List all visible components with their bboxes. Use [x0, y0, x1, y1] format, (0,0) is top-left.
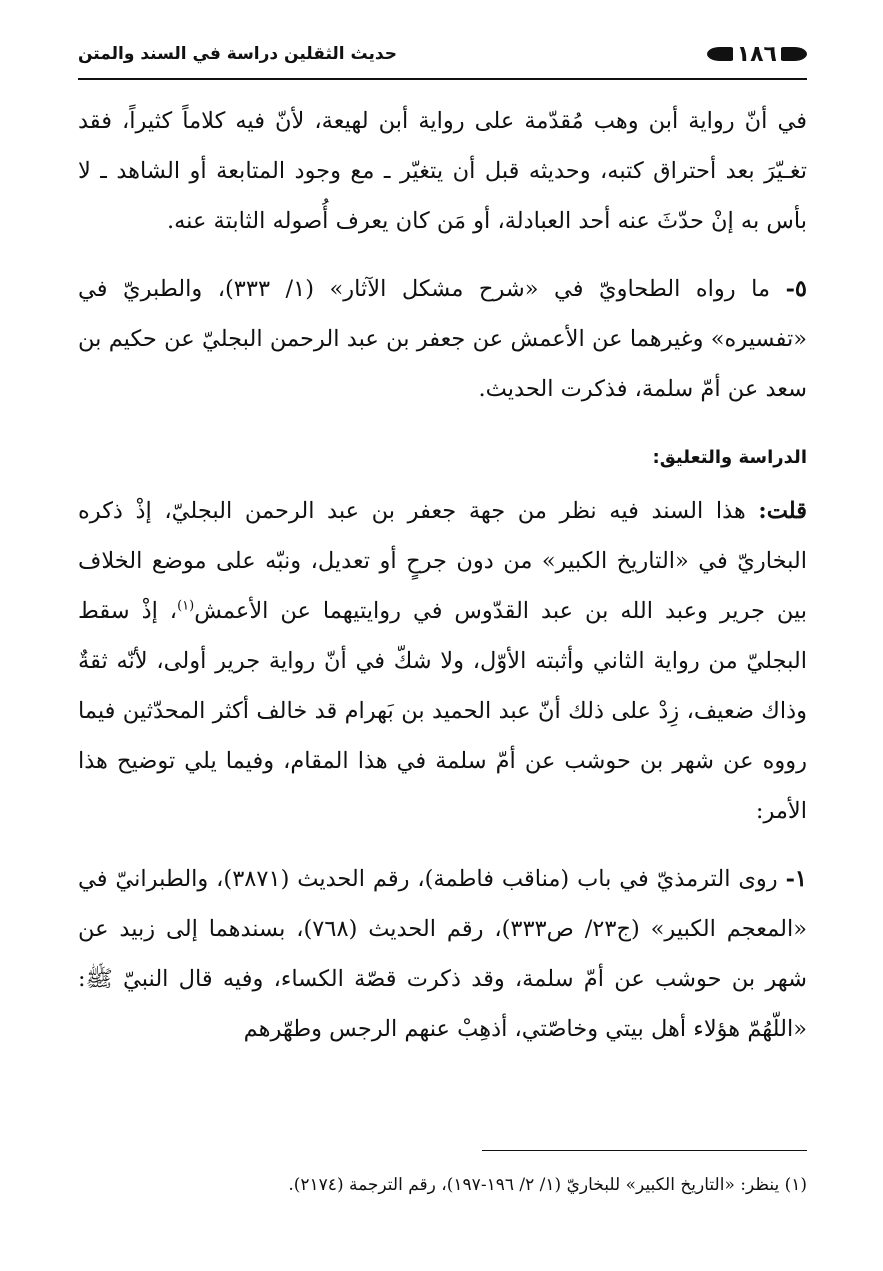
footnote-divider [482, 1150, 807, 1151]
running-header [78, 36, 807, 72]
page-number: ١٨٦ [736, 41, 777, 67]
header-divider [78, 78, 807, 80]
paragraph-3 [78, 486, 807, 836]
ornament-icon [707, 47, 733, 61]
page-number-block [707, 42, 807, 67]
paragraph-4-text: روى الترمذيّ في باب (مناقب فاطمة)، رقم الحديث (٣٨٧١)، والطبرانيّ في «المعجم الكبير» (ج٢٣/ ص٣٣٣)، رقم الحديث (٧٦٨)، بسندهما إلى زبيد عن شهر بن حوشب عن أمّ سلمة، وقد ذكرت قصّة الكساء، وفيه قال النبيّ ﷺ: «اللّهُمّ هؤلاء أهل بيتي وخاصّتي، أذهِبْ عنهم الرجس وطهّرهم [78, 866, 808, 1042]
footnote-reference[interactable]: (١) [177, 598, 195, 614]
running-title: حديث الثقلين دراسة في السند والمتن [78, 44, 397, 64]
section-subheading: الدراسة والتعليق: [652, 447, 807, 468]
paragraph-3-text-b: ، إذْ سقط البجليّ من رواية الثاني وأثبته الأوّل، ولا شكّ في أنّ رواية جرير أولى، لأنّه ثقةٌ وذاك ضعيف، زِدْ على ذلك أنّ عبد الحميد بن بَهرام قد خالف أكثر المحدّثين فيما رووه عن شهر بن حوشب عن أمّ سلمة في هذا المقام، وفيما يلي توضيح هذا الأمر: [78, 598, 807, 824]
paragraph-2 [78, 264, 807, 414]
item-number: ١- [785, 866, 807, 892]
main-text [78, 96, 807, 1054]
paragraph-2-text: ما رواه الطحاويّ في «شرح مشكل الآثار» (١/ ٣٣٣)، والطبريّ في «تفسيره» وغيرهما عن الأعمش عن جعفر بن عبد الرحمن البجليّ عن حكيم بن سعد عن أمّ سلمة، فذكرت الحديث. [78, 276, 807, 402]
item-number: ٥- [785, 276, 807, 302]
ornament-icon [781, 47, 807, 61]
paragraph-1: في أنّ رواية أبن وهب مُقدّمة على رواية أبن لهيعة، لأنّ فيه كلاماً كثيراً، فقد تغـيّرَ بعد أحتراق كتبه، وحديثه قبل أن يتغيّر ـ مع وجود المتابعة أو الشاهد ـ لا بأس به إنْ حدّثَ عنه أحد العبادلة، أو مَن كان يعرف أُصوله الثابتة عنه. [78, 108, 807, 234]
footnote: (١) ينظر: «التاريخ الكبير» للبخاريّ (١/ ٢/ ١٩٦-١٩٧)، رقم الترجمة (٢١٧٤). [288, 1175, 807, 1195]
paragraph-3-text-a: هذا السند فيه نظر من جهة جعفر بن عبد الرحمن البجليّ، إذْ ذكره البخاريّ في «التاريخ الكبير» من دون جرحٍ أو تعديل، ونبّه على موضع الخلاف بين جرير وعبد الله بن عبد القدّوس في روايتيهما عن الأعمش [78, 498, 807, 624]
paragraph-3-lead: قلت: [758, 498, 807, 524]
paragraph-4 [78, 854, 807, 1054]
